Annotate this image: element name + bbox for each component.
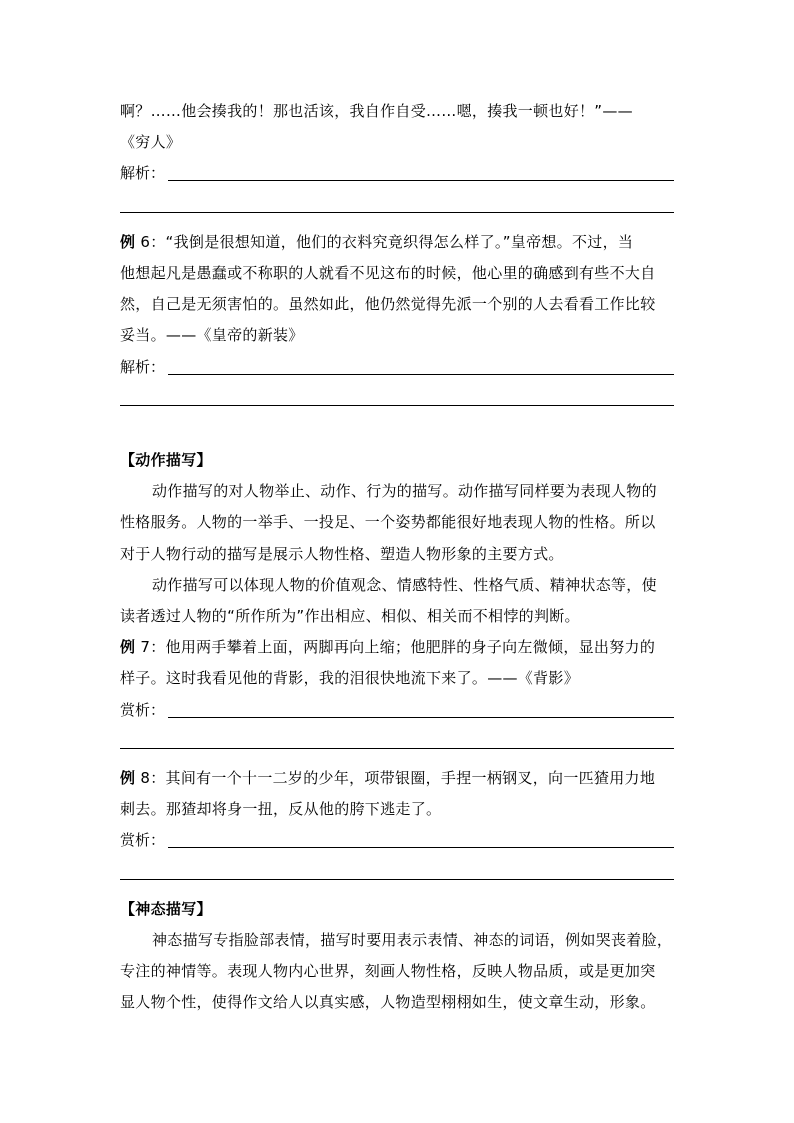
text-line: 他想起凡是愚蠢或不称职的人就看不见这布的时候，他心里的确感到有些不大自 — [120, 263, 656, 282]
answer-blank-line[interactable] — [120, 879, 674, 880]
example-text: “我倒是很想知道，他们的衣料究竟织得怎么样了。”皇帝想。不过，当 — [165, 232, 634, 251]
section-heading-expression: 【神态描写】 — [120, 899, 212, 918]
answer-row-continuation[interactable] — [120, 857, 674, 888]
example-6-line — [120, 227, 674, 258]
answer-row-continuation[interactable] — [120, 383, 674, 414]
example-8-line — [120, 763, 674, 794]
answer-label: 解析： — [120, 357, 166, 376]
text-line: 然，自己是无须害怕的。虽然如此，他仍然觉得先派一个别的人去看看工作比较 — [120, 295, 656, 314]
example-label: 例 — [120, 768, 136, 787]
example-number: 7： — [135, 638, 166, 657]
example-text: 他用两手攀着上面，两脚再向上缩；他肥胖的身子向左微倾，显出努力的 — [165, 638, 656, 657]
answer-row-continuation[interactable] — [120, 190, 674, 221]
paragraph-line: 动作描写可以体现人物的价值观念、情感特性、性格气质、精神状态等，使 — [152, 575, 657, 594]
text-line: 《穷人》 — [120, 133, 182, 152]
example-7-line — [120, 632, 674, 663]
answer-row-continuation[interactable] — [120, 726, 674, 757]
paragraph-line: 对于人物行动的描写是展示人物性格、塑造人物形象的主要方式。 — [120, 544, 564, 563]
paragraph-line: 显人物个性，使得作文给人以真实感，人物造型栩栩如生，使文章生动，形象。 — [120, 993, 656, 1012]
text-line: 刺去。那猹却将身一扭，反从他的胯下逃走了。 — [120, 800, 442, 819]
example-label: 例 — [120, 638, 136, 657]
text-line: 啊？……他会揍我的！那也活该，我自作自受……嗯，揍我一顿也好！”—— — [120, 102, 633, 120]
answer-blank-line[interactable] — [168, 717, 674, 718]
section-heading-action: 【动作描写】 — [120, 451, 212, 470]
paragraph-line: 读者透过人物的“所作所为”作出相应、相似、相关而不相悖的判断。 — [120, 607, 580, 625]
answer-blank-line[interactable] — [120, 212, 674, 213]
example-number: 6： — [135, 232, 166, 251]
answer-row-appreciation-8[interactable] — [120, 825, 674, 856]
text-line: 妥当。——《皇帝的新装》 — [120, 326, 304, 345]
answer-row-analysis-6[interactable] — [120, 352, 674, 383]
answer-blank-line[interactable] — [168, 180, 674, 181]
document-content — [120, 96, 674, 1018]
answer-row-analysis-5[interactable] — [120, 158, 674, 189]
answer-label: 赏析： — [120, 831, 166, 850]
paragraph-line: 专注的神情等。表现人物内心世界，刻画人物性格，反映人物品质，或是更加突 — [120, 962, 656, 981]
answer-label: 解析： — [120, 164, 166, 183]
paragraph-line: 性格服务。人物的一举手、一投足、一个姿势都能很好地表现人物的性格。所以 — [120, 513, 656, 532]
paragraph-line: 神态描写专指脸部表情，描写时要用表示表情、神态的词语，例如哭丧着脸， — [152, 930, 673, 949]
answer-blank-line[interactable] — [120, 748, 674, 749]
example-label: 例 — [120, 232, 136, 251]
answer-blank-line[interactable] — [120, 405, 674, 406]
example-text: 其间有一个十一二岁的少年，项带银圈，手捏一柄钢叉，向一匹猹用力地 — [165, 768, 656, 787]
answer-blank-line[interactable] — [168, 847, 674, 848]
paragraph-line: 动作描写的对人物举止、动作、行为的描写。动作描写同样要为表现人物的 — [152, 482, 657, 501]
answer-row-appreciation-7[interactable] — [120, 695, 674, 726]
example-number: 8： — [135, 768, 166, 787]
text-line: 样子。这时我看见他的背影，我的泪很快地流下来了。——《背影》 — [120, 669, 580, 688]
answer-label: 赏析： — [120, 700, 166, 719]
answer-blank-line[interactable] — [168, 374, 674, 375]
